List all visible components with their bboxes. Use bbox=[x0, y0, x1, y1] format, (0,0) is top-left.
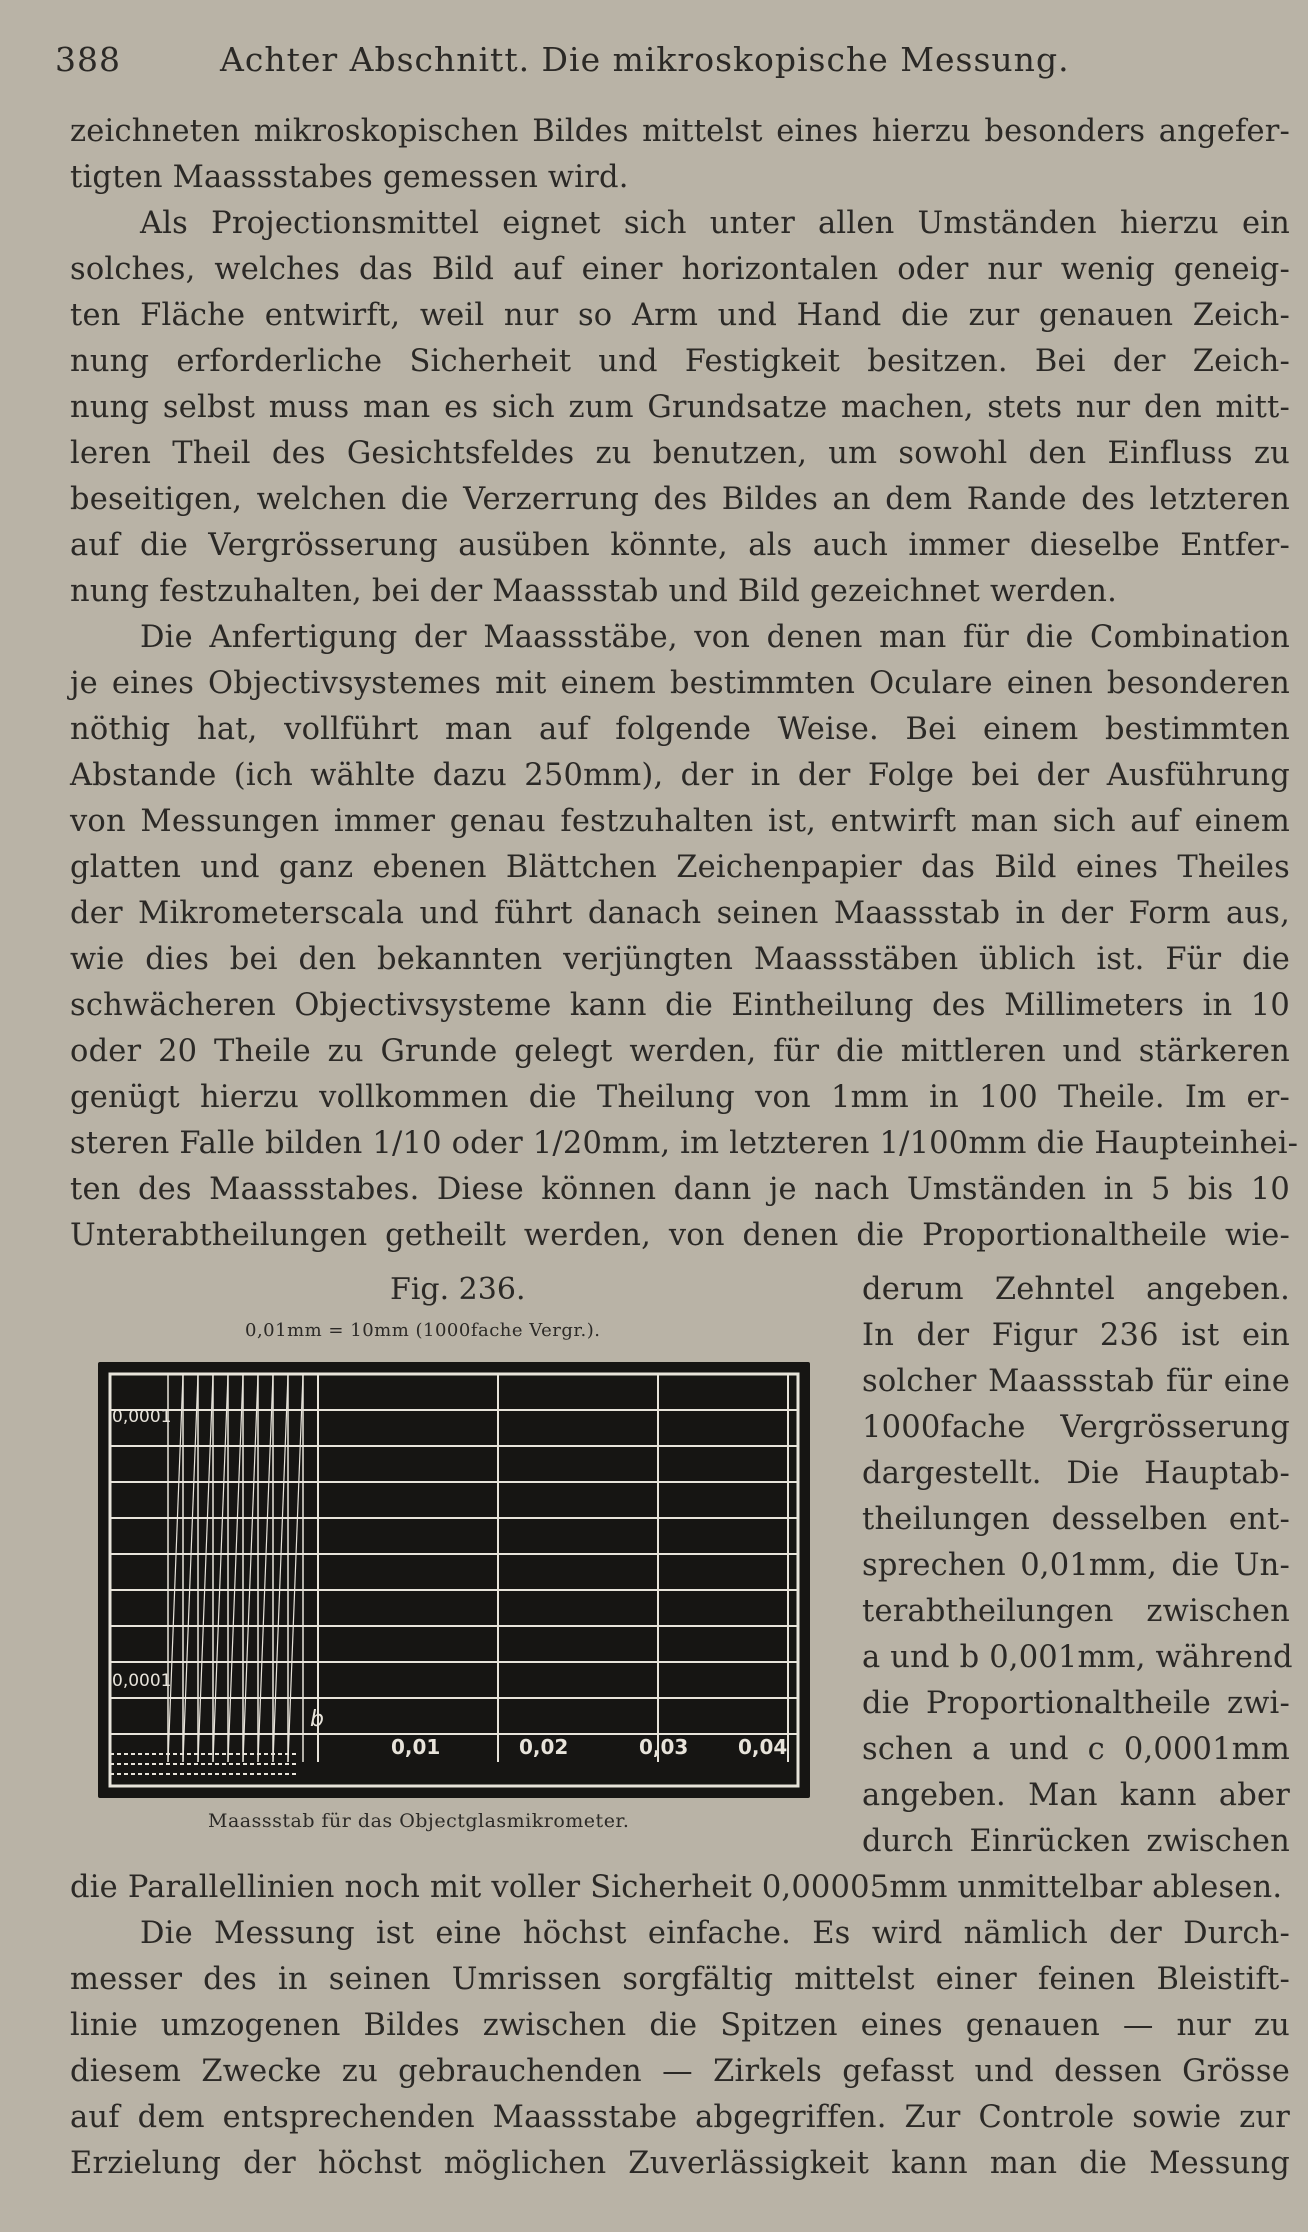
text-line: wie dies bei den bekannten verjüngten Maassstäben üblich ist. Für die bbox=[70, 942, 1290, 977]
side-text-line: schen a und c 0,0001mm bbox=[862, 1732, 1290, 1767]
page-header bbox=[55, 40, 1205, 88]
side-text-line: a und b 0,001mm, während bbox=[862, 1640, 1293, 1675]
text-line: diesem Zwecke zu gebrauchenden — Zirkels gefasst und dessen Grösse bbox=[70, 2054, 1290, 2089]
scale-diagonal-line bbox=[198, 1374, 213, 1762]
text-line: oder 20 Theile zu Grunde gelegt werden, für die mittleren und stärkeren bbox=[70, 1034, 1290, 1069]
text-line: ten des Maassstabes. Diese können dann je nach Umständen in 5 bis 10 bbox=[70, 1172, 1290, 1207]
figure-scale-note: 0,01mm = 10mm (1000fache Vergr.). bbox=[245, 1320, 601, 1341]
text-line: tigten Maassstabes gemessen wird. bbox=[70, 160, 629, 195]
scale-diagonal-line bbox=[183, 1374, 198, 1762]
text-line: Die Messung ist eine höchst einfache. Es wird nämlich der Durch- bbox=[140, 1916, 1290, 1951]
side-text-line: die Proportionaltheile zwi- bbox=[862, 1686, 1290, 1721]
side-text-line: In der Figur 236 ist ein bbox=[862, 1318, 1290, 1353]
text-line: glatten und ganz ebenen Blättchen Zeichenpapier das Bild eines Theiles bbox=[70, 850, 1290, 885]
scale-diagonal-line bbox=[273, 1374, 288, 1762]
side-text-line: sprechen 0,01mm, die Un- bbox=[862, 1548, 1290, 1583]
text-line: Erzielung der höchst möglichen Zuverlässigkeit kann man die Messung bbox=[70, 2146, 1290, 2181]
running-title: Achter Abschnitt. Die mikroskopische Messung. bbox=[220, 40, 1070, 79]
text-line: zeichneten mikroskopischen Bildes mittelst eines hierzu besonders angefer- bbox=[70, 114, 1290, 149]
text-line: leren Theil des Gesichtsfeldes zu benutzen, um sowohl den Einfluss zu bbox=[70, 436, 1290, 471]
text-line: messer des in seinen Umrissen sorgfältig mittelst einer feinen Bleistift- bbox=[70, 1962, 1290, 1997]
text-line: je eines Objectivsystemes mit einem bestimmten Oculare einen besonderen bbox=[70, 666, 1290, 701]
scale-diagonal-line bbox=[228, 1374, 243, 1762]
figure-x-tick: 0,03 bbox=[639, 1735, 689, 1759]
scale-diagonal-line bbox=[288, 1374, 303, 1762]
scale-diagonal-line bbox=[168, 1374, 183, 1762]
side-text-line: theilungen desselben ent- bbox=[862, 1502, 1290, 1537]
text-line: genügt hierzu vollkommen die Theilung von 1mm in 100 Theile. Im er- bbox=[70, 1080, 1290, 1115]
text-line: von Messungen immer genau festzuhalten ist, entwirft man sich auf einem bbox=[70, 804, 1290, 839]
figure-caption: Maassstab für das Objectglasmikrometer. bbox=[208, 1810, 630, 1832]
figure-label-bottom-left: 0,0001 bbox=[112, 1671, 172, 1691]
text-line: schwächeren Objectivsysteme kann die Eintheilung des Millimeters in 10 bbox=[70, 988, 1290, 1023]
side-text-line: angeben. Man kann aber bbox=[862, 1778, 1290, 1813]
text-line: Unterabtheilungen getheilt werden, von denen die Proportionaltheile wie- bbox=[70, 1218, 1290, 1253]
text-line: beseitigen, welchen die Verzerrung des Bildes an dem Rande des letzteren bbox=[70, 482, 1290, 517]
scale-diagonal-line bbox=[258, 1374, 273, 1762]
side-text-line: solcher Maassstab für eine bbox=[862, 1364, 1290, 1399]
figure-label-b: b bbox=[310, 1707, 324, 1732]
side-text-line: dargestellt. Die Hauptab- bbox=[862, 1456, 1290, 1491]
text-line: nung selbst muss man es sich zum Grundsatze machen, stets nur den mitt- bbox=[70, 390, 1290, 425]
text-line: nung erforderliche Sicherheit und Festigkeit besitzen. Bei der Zeich- bbox=[70, 344, 1290, 379]
text-line: nöthig hat, vollführt man auf folgende Weise. Bei einem bestimmten bbox=[70, 712, 1290, 747]
figure-x-tick: 0,04 bbox=[738, 1735, 788, 1759]
figure-236-scale-image bbox=[98, 1362, 810, 1798]
text-line: linie umzogenen Bildes zwischen die Spitzen eines genauen — nur zu bbox=[70, 2008, 1290, 2043]
diagonal-scale-svg bbox=[98, 1362, 810, 1798]
figure-label-top-left: 0,0001 bbox=[112, 1407, 172, 1427]
text-line: Abstande (ich wählte dazu 250mm), der in der Folge bei der Ausführung bbox=[70, 758, 1290, 793]
figure-x-tick: 0,02 bbox=[519, 1735, 569, 1759]
side-text-line: derum Zehntel angeben. bbox=[862, 1272, 1290, 1307]
side-text-line: durch Einrücken zwischen bbox=[862, 1824, 1290, 1859]
scale-diagonal-line bbox=[243, 1374, 258, 1762]
text-line: steren Falle bilden 1/10 oder 1/20mm, im letzteren 1/100mm die Haupteinhei- bbox=[70, 1126, 1299, 1161]
text-line: die Parallellinien noch mit voller Sicherheit 0,00005mm unmittelbar ablesen. bbox=[70, 1870, 1283, 1905]
page-number: 388 bbox=[55, 40, 121, 79]
scale-diagonal-line bbox=[213, 1374, 228, 1762]
figure-title: Fig. 236. bbox=[390, 1272, 526, 1307]
text-line: der Mikrometerscala und führt danach seinen Maassstab in der Form aus, bbox=[70, 896, 1290, 931]
text-line: auf die Vergrösserung ausüben könnte, als auch immer dieselbe Entfer- bbox=[70, 528, 1290, 563]
text-line: ten Fläche entwirft, weil nur so Arm und Hand die zur genauen Zeich- bbox=[70, 298, 1290, 333]
text-line: Als Projectionsmittel eignet sich unter allen Umständen hierzu ein bbox=[140, 206, 1290, 241]
text-line: nung festzuhalten, bei der Maassstab und Bild gezeichnet werden. bbox=[70, 574, 1118, 609]
text-line: auf dem entsprechenden Maassstabe abgegriffen. Zur Controle sowie zur bbox=[70, 2100, 1290, 2135]
side-text-line: 1000fache Vergrösserung bbox=[862, 1410, 1290, 1445]
text-line: Die Anfertigung der Maassstäbe, von denen man für die Combination bbox=[140, 620, 1290, 655]
side-text-line: terabtheilungen zwischen bbox=[862, 1594, 1290, 1629]
figure-x-tick: 0,01 bbox=[391, 1735, 441, 1759]
text-line: solches, welches das Bild auf einer horizontalen oder nur wenig geneig- bbox=[70, 252, 1290, 287]
